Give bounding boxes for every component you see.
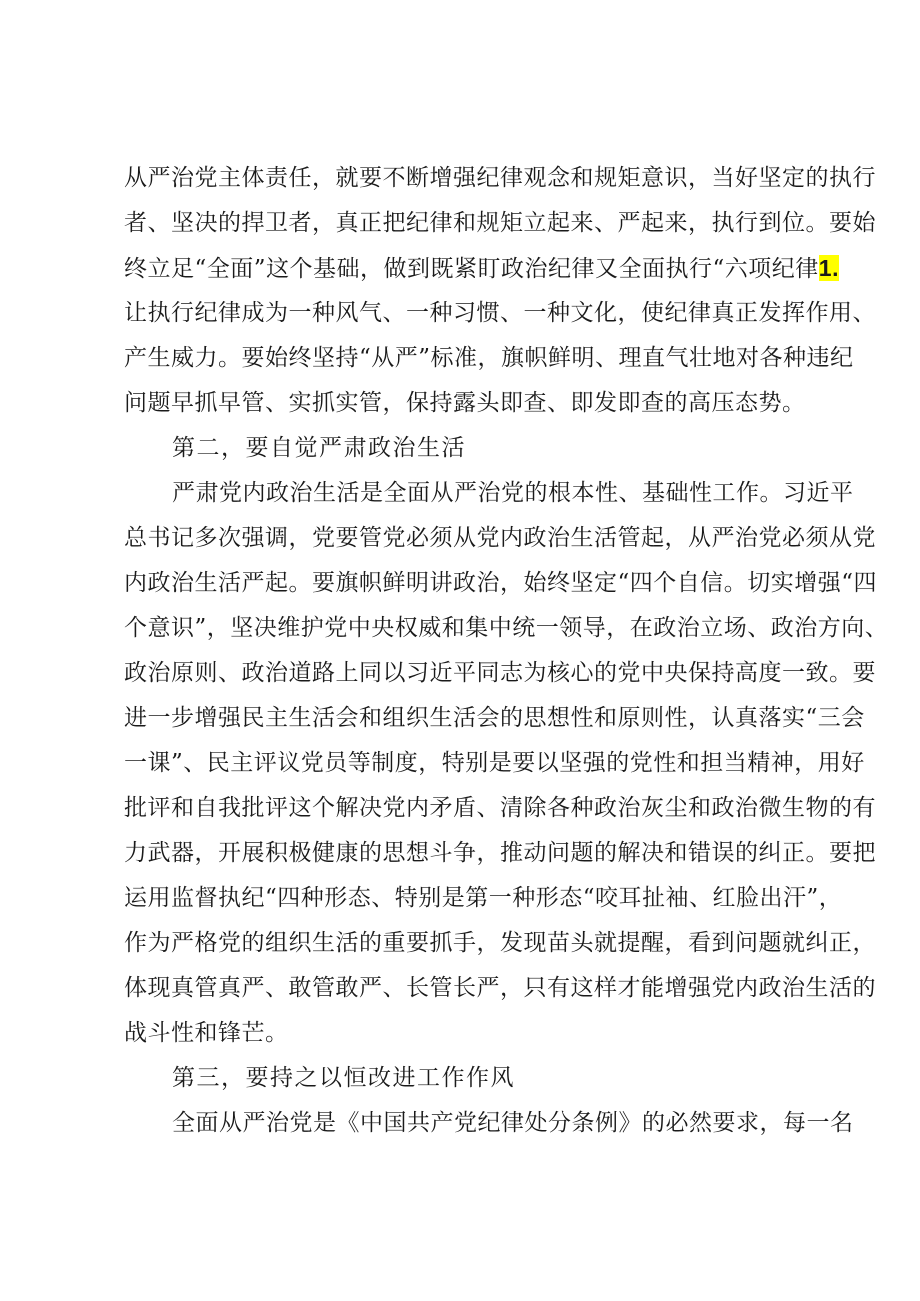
body-line: 严肃党内政治生活是全面从严治党的根本性、基础性工作。习近平 <box>172 480 854 506</box>
body-line: 产生威力。要始终坚持“从严”标准，旗帜鲜明、理直气壮地对各种违纪 <box>124 345 854 371</box>
body-line: 批评和自我批评这个解决党内矛盾、清除各种政治灰尘和政治微生物的有 <box>124 795 876 821</box>
body-line: 总书记多次强调，党要管党必须从党内政治生活管起，从严治党必须从党 <box>124 525 876 551</box>
body-line: 进一步增强民主生活会和组织生活会的思想性和原则性，认真落实“三会 <box>124 705 865 731</box>
body-line: 战斗性和锋芒。 <box>124 1020 289 1046</box>
highlighted-marker: 1. <box>818 255 839 281</box>
body-line: 全面从严治党是《中国共产党纪律处分条例》的必然要求，每一名 <box>172 1110 854 1136</box>
body-line: 问题早抓早管、实抓实管，保持露头即查、即发即查的高压态势。 <box>124 390 806 416</box>
body-line: 作为严格党的组织生活的重要抓手，发现苗头就提醒，看到问题就纠正， <box>124 930 876 956</box>
body-line: 者、坚决的捍卫者，真正把纪律和规矩立起来、严起来，执行到位。要始 <box>124 210 876 236</box>
body-line: 让执行纪律成为一种风气、一种习惯、一种文化，使纪律真正发挥作用、 <box>124 300 876 326</box>
body-line: 力武器，开展积极健康的思想斗争，推动问题的解决和错误的纠正。要把 <box>124 840 876 866</box>
body-line: 个意识”，坚决维护党中央权威和集中统一领导，在政治立场、政治方向、 <box>124 615 889 641</box>
body-line: 体现真管真严、敢管敢严、长管长严，只有这样才能增强党内政治生活的 <box>124 975 876 1001</box>
body-line: 内政治生活严起。要旗帜鲜明讲政治，始终坚定“四个自信。切实增强“四 <box>124 570 878 596</box>
section-heading: 第二，要自觉严肃政治生活 <box>172 435 466 461</box>
body-line: 终立足“全面”这个基础，做到既紧盯政治纪律又全面执行“六项纪律1. <box>124 255 839 282</box>
body-line: 从严治党主体责任，就要不断增强纪律观念和规矩意识，当好坚定的执行 <box>124 165 876 191</box>
body-line: 一课”、民主评议党员等制度，特别是要以坚强的党性和担当精神，用好 <box>124 750 865 776</box>
body-line: 政治原则、政治道路上同以习近平同志为核心的党中央保持高度一致。要 <box>124 660 876 686</box>
section-heading: 第三，要持之以恒改进工作作风 <box>172 1065 515 1091</box>
body-line: 运用监督执纪“四种形态、特别是第一种形态“咬耳扯袖、红脸出汗”， <box>124 885 843 911</box>
